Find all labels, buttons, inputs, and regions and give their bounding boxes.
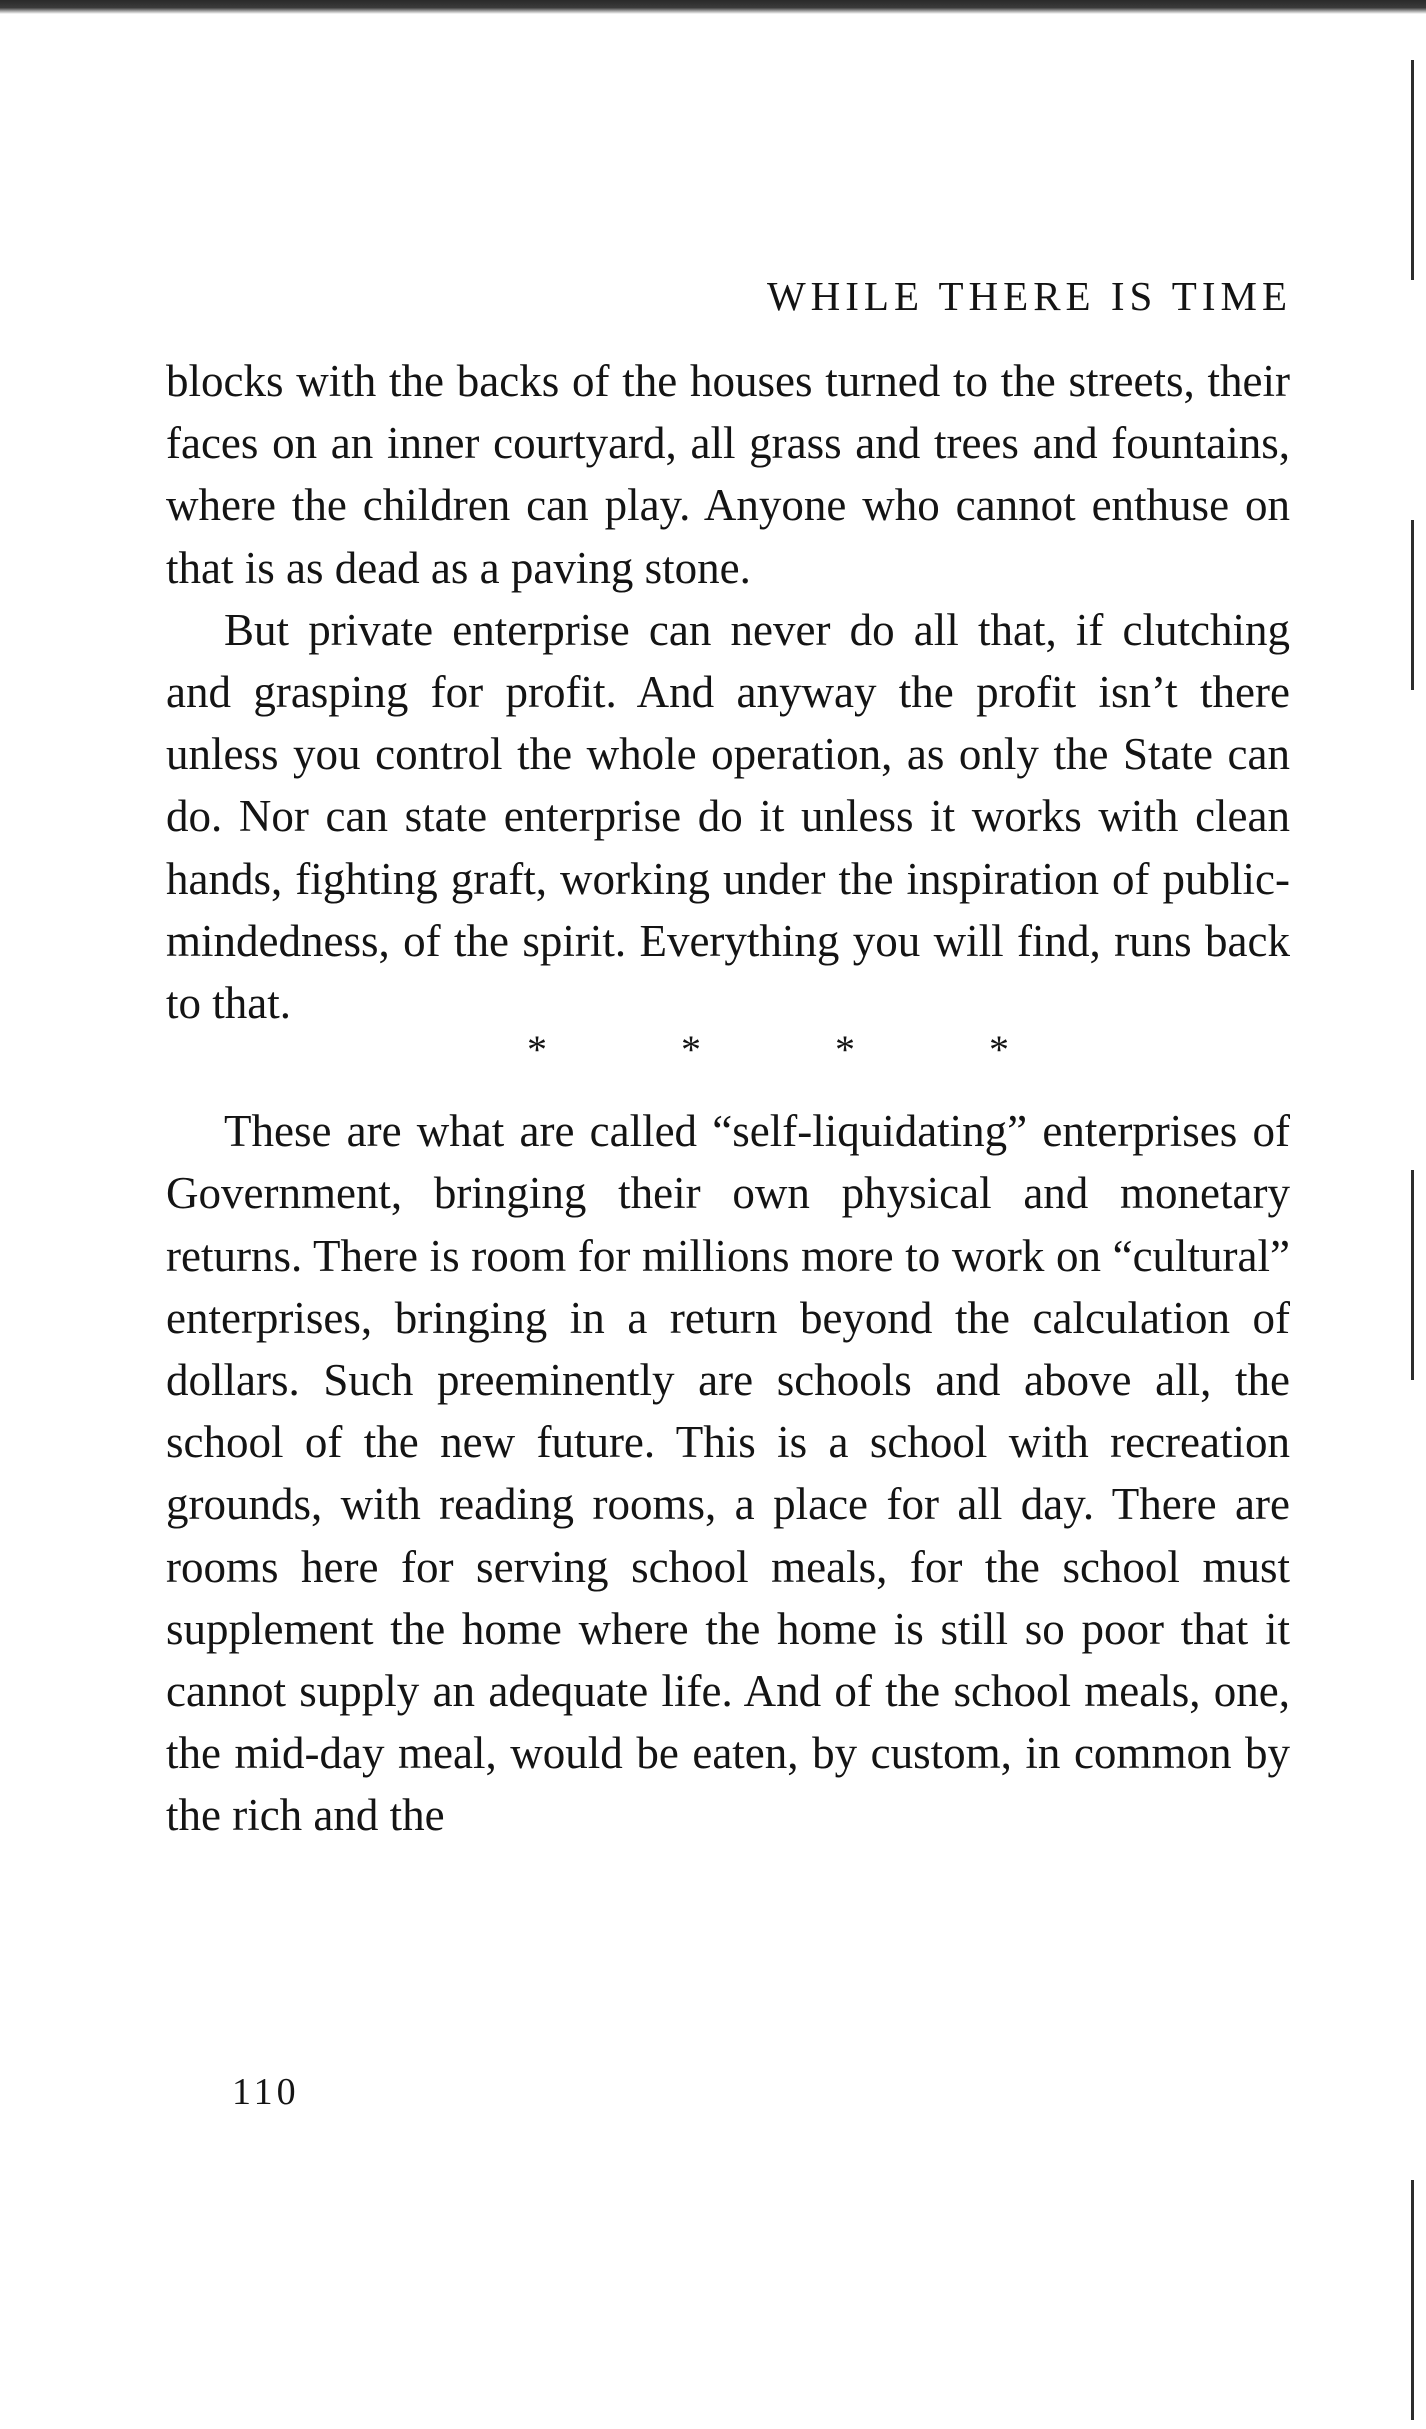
- section-break-asterisks: * * * *: [527, 1027, 1071, 1073]
- running-head: WHILE THERE IS TIME: [766, 273, 1292, 319]
- paragraph-continued: blocks with the backs of the houses turned to the streets, their faces on an inner courtyard, all grass and trees and fountains, where the children can play. Anyone who cannot enthuse on that is as dead as a paving stone.: [166, 356, 1290, 593]
- paragraph: But private enterprise can never do all that, if clutching and grasping for profit. And anyway the profit isn’t there unless you control the whole operation, as only the State can do. Nor can state enterprise do it unless it works with clean hands, fighting graft, working under the inspiration of public-mindedness, of the spirit. Everything you will find, runs back to that.: [166, 604, 1290, 1029]
- paragraph: These are what are called “self-liquidating” enterprises of Government, bringing their own physical and monetary returns. There is room for millions more to work on “cultural” enterprises, bringing in a return beyond the calculation of dollars. Such preeminently are schools and above all, the school of the new future. This is a school with recreation grounds, with reading rooms, a place for all day. There are rooms here for serving school meals, for the school must supplement the home where the home is still so poor that it cannot supply an adequate life. And of the school meals, one, the mid-day meal, would be eaten, by custom, in common by the rich and the: [166, 1106, 1290, 1841]
- page-right-edge-mark: [1411, 1170, 1414, 1380]
- body-text: [166, 350, 1290, 1847]
- page-right-edge-mark: [1411, 60, 1414, 280]
- page-right-edge-mark: [1411, 520, 1414, 690]
- page-number: 110: [232, 2071, 300, 2113]
- page-top-edge-shadow: [0, 0, 1426, 14]
- page-right-edge-mark: [1411, 2180, 1414, 2420]
